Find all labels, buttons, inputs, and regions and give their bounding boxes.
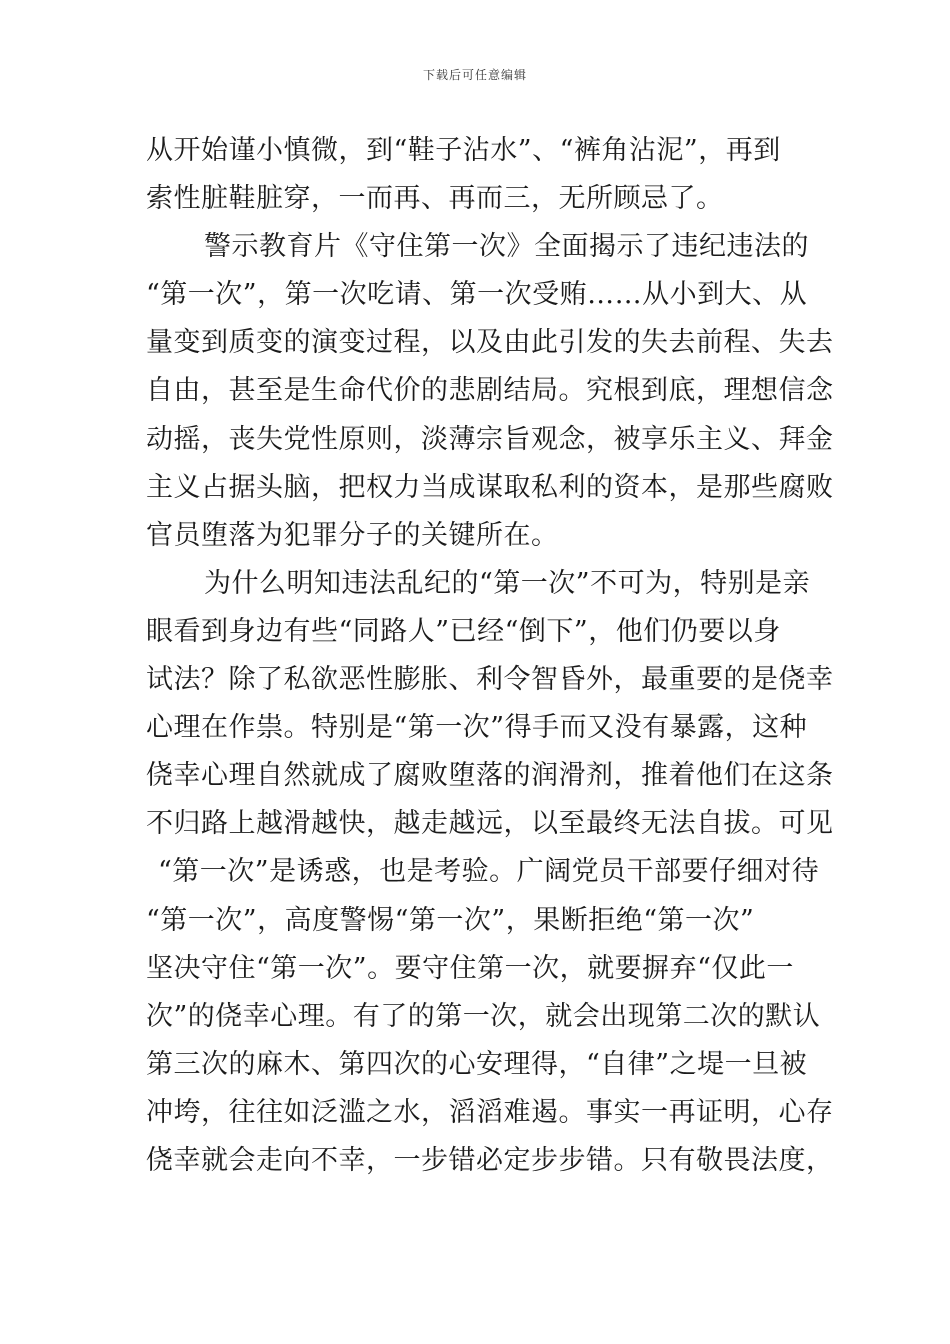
paragraph-start-line: 警示教育片《守住第一次》全面揭示了违纪违法的 — [204, 231, 809, 263]
text-line: 不归路上越滑越快，越走越远，以至最终无法自拔。可见 — [146, 808, 834, 840]
text-line: 从开始谨小慎微，到“鞋子沾水”、“裤角沾泥”，再到 — [146, 135, 781, 166]
text-line: “第一次”是诱惑，也是考验。广阔党员干部要仔细对待 — [158, 856, 820, 888]
text-line: 第三次的麻木、第四次的心安理得，“自律”之堤一旦被 — [146, 1048, 808, 1080]
text-line: 试法？除了私欲恶性膨胀、利令智昏外，最重要的是侥幸 — [146, 664, 834, 696]
text-line: 侥幸就会走向不幸，一步错必定步步错。只有敬畏法度， — [146, 1144, 834, 1176]
text-line: 侥幸心理自然就成了腐败堕落的润滑剂，推着他们在这条 — [146, 760, 834, 792]
text-line: “第一次”，高度警惕“第一次”，果断拒绝“第一次” — [146, 904, 755, 936]
text-line: 坚决守住“第一次”。要守住第一次，就要摒弃“仅此一 — [146, 952, 794, 984]
text-line: 次”的侥幸心理。有了的第一次，就会出现第二次的默认 — [146, 1000, 821, 1032]
text-line: 自由，甚至是生命代价的悲剧结局。究根到底，理想信念 — [146, 375, 834, 407]
text-line: 官员堕落为犯罪分子的关键所在。 — [146, 519, 559, 551]
text-line: 心理在作祟。特别是“第一次”得手而又没有暴露，这种 — [146, 712, 808, 744]
paragraph-start-line: 为什么明知违法乱纪的“第一次”不可为，特别是亲 — [204, 567, 811, 599]
page-header: 下载后可任意编辑 — [422, 68, 527, 82]
text-line: 动摇，丧失党性原则，淡薄宗旨观念，被享乐主义、拜金 — [146, 423, 834, 455]
text-line: 冲垮，往往如泛滥之水，滔滔难遏。事实一再证明，心存 — [146, 1096, 834, 1128]
text-line: “第一次”，第一次吃请、第一次受贿……从小到大、从 — [146, 279, 808, 311]
document-body — [146, 127, 834, 1185]
text-line: 眼看到身边有些“同路人”已经“倒下”，他们仍要以身 — [146, 615, 781, 647]
text-line: 量变到质变的演变过程，以及由此引发的失去前程、失去 — [146, 327, 834, 359]
text-line: 索性脏鞋脏穿，一而再、再而三，无所顾忌了。 — [146, 183, 724, 215]
text-line: 主义占据头脑，把权力当成谋取私利的资本，是那些腐败 — [146, 471, 834, 503]
